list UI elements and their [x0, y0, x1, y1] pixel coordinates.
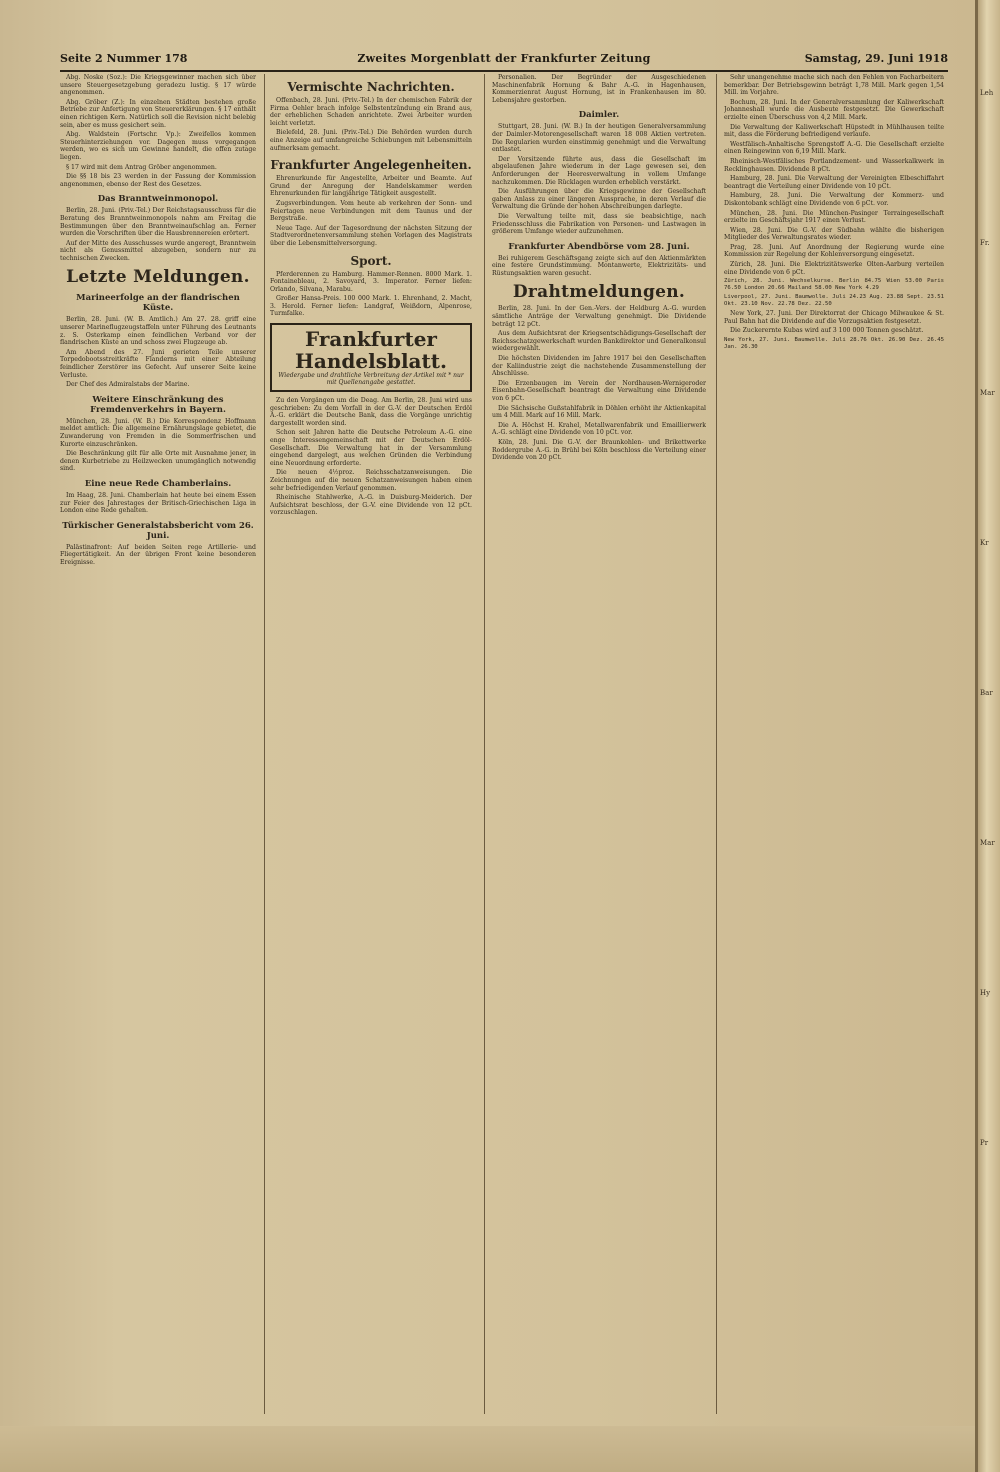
column-divider [484, 74, 485, 1414]
adjacent-page-edge [978, 0, 1000, 1472]
column-1 [60, 74, 256, 1414]
article-paragraph: Zugsverbindungen. Vom heute ab verkehren der Sonn- und Feiertagen neue Verbindungen mit dem Taunus und der Bergstraße. [270, 199, 472, 223]
masthead [60, 50, 948, 68]
article-paragraph: Aus dem Aufsichtsrat der Kriegsentschädigungs-Gesellschaft der Reichsschatzgewerkschaft wurden Bankdirektor und Generalkonsul wiedergewählt. [492, 330, 706, 353]
page-bottom-margin [0, 1426, 978, 1472]
article-paragraph: Zu den Vorgängen um die Deag. Am Berlin, 28. Juni wird uns geschrieben: Zu dem Vorfall in der G.-V. der Deutschen Erdöl A.-G. erklärt die Deutsche Bank, dass die Vorgänge unrichtig dargestellt worden sind. [270, 397, 472, 427]
issue-date: Samstag, 29. Juni 1918 [804, 52, 948, 65]
edge-text-fragment: Mar [980, 839, 995, 847]
article-paragraph: Prag, 28. Juni. Auf Anordnung der Regierung wurde eine Kommission zur Regelung der Kohlenversorgung eingesetzt. [724, 243, 944, 259]
market-quote: Liverpool, 27. Juni. Baumwolle. Juli 24.23 Aug. 23.88 Sept. 23.51 Okt. 23.10 Nov. 22.78 Dez. 22.50 [724, 294, 944, 308]
article-paragraph: Neue Tage. Auf der Tagesordnung der nächsten Sitzung der Stadtverordnetenversammlung stehen Vorlagen des Magistrats über die Lebensmittelversorgung. [270, 224, 472, 247]
article-paragraph: Personalien. Der Begründer der Ausgeschiedenen Maschinenfabrik Hornung & Bahr A.-G. in Hagenhausen, Kommerzienrat August Hornung, ist in Frankenhausen im 80. Lebensjahre gestorben. [492, 74, 706, 104]
headline: Weitere Einschränkung des Fremdenverkehrs in Bayern. [90, 394, 226, 415]
edge-text-fragment: Mar [980, 389, 995, 397]
article-paragraph: Die neuen 4½proz. Reichsschatzanweisungen. Die Zeichnungen auf die neuen Schatzanweisungen haben einen sehr befriedigenden Verlauf genommen. [270, 469, 472, 492]
headline: Frankfurter Angelegenheiten. [270, 158, 472, 173]
edge-text-fragment: Leh [980, 89, 994, 97]
article-paragraph: Die Ausführungen über die Kriegsgewinne der Gesellschaft gaben Anlass zu einer längeren Aussprache, in deren Verlauf die Verwaltung die Gründe der hohen Abschreibungen darlegte. [492, 188, 706, 211]
article-paragraph: Abg. Gröber (Z.): In einzelnen Städten bestehen große Betriebe zur Anfertigung von Steuererklärungen. § 17 enthält einen richtigen Kern. Natürlich soll die Revision nicht belebig sein, aber es muss gesichert sein. [60, 98, 256, 129]
article-paragraph: Großer Hansa-Preis. 100 000 Mark. 1. Ehrenhand, 2. Macht, 3. Herold. Ferner liefen: Landgraf, Weißdorn, Alpenrose, Turmfalke. [270, 295, 472, 318]
article-paragraph: Die Verwaltung der Kaliwerkschaft Hüpstedt in Mühlhausen teilte mit, dass die Förderung befriedigend verlaufe. [724, 123, 944, 139]
article-paragraph: Im Haag, 28. Juni. Chamberlain hat heute bei einem Essen zur Feier des Jahrestages der Britisch-Griechischen Liga in London eine Rede gehalten. [60, 491, 256, 515]
article-paragraph: Abg. Waldstein (Fortschr. Vp.): Zweifellos kommen Steuerhinterziehungen vor. Dagegen muss vorgegangen werden, wo es sich um Gewinne handelt, die offen zutage liegen. [60, 131, 256, 161]
market-quote: New York, 27. Juni. Baumwolle. Juli 28.76 Okt. 26.90 Dez. 26.45 Jan. 26.30 [724, 337, 944, 351]
article-paragraph: Offenbach, 28. Juni. (Priv.-Tel.) In der chemischen Fabrik der Firma Oehler brach infolge Selbstentzündung ein Brand aus, der erheblichen Schaden anrichtete. Zwei Arbeiter wurden leicht verletzt. [270, 97, 472, 127]
headline: Vermischte Nachrichten. [287, 80, 455, 94]
article-paragraph: Bei ruhigerem Geschäftsgang zeigte sich auf den Aktienmärkten eine festere Grundstimmung. Montanwerte, Elektrizitäts- und Rüstungsaktien waren gesucht. [492, 254, 706, 277]
article-paragraph: Palästinafront: Auf beiden Seiten rege Artillerie- und Fliegertätigkeit. An der übrigen Front keine besonderen Ereignisse. [60, 543, 256, 566]
article-paragraph: Am Abend des 27. Juni gerieten Teile unserer Torpedobootsstreitkräfte Flanderns mit einer Abteilung feindlicher Zerstörer ins Gefecht. Auf unserer Seite keine Verluste. [60, 348, 256, 379]
column-4 [724, 74, 944, 1414]
article-paragraph: Stuttgart, 28. Juni. (W. B.) In der heutigen Generalversammlung der Daimler-Motorengesellschaft waren 18 008 Aktien vertreten. Die Regularien wurden einstimmig genehmigt und die Verwaltung entlastet. [492, 123, 706, 154]
article-paragraph: Sehr unangenehme mache sich nach den Fehlen von Facharbeitern bemerkbar. Der Betriebsgewinn beträgt 1,78 Mill. Mark gegen 1,54 Mill. im Vorjahre. [724, 74, 944, 97]
section-box [270, 323, 472, 392]
article-paragraph: Ehrenurkunde für Angestellte, Arbeiter und Beamte. Auf Grund der Anregung der Handelskammer werden Ehrenurkunden für langjährige Tätigkeit ausgestellt. [270, 175, 472, 198]
headline: Daimler. [578, 110, 620, 121]
headline: Letzte Meldungen. [66, 267, 250, 288]
article-paragraph: Bochum, 28. Juni. In der Generalversammlung der Kaliwerkschaft Johanneshall wurde die Ausbeute festgesetzt. Die Gewerkschaft erzielte einen Überschuss von 4,2 Mill. Mark. [724, 98, 944, 121]
article-paragraph: Rheinisch-Westfälisches Portlandzement- und Wasserkalkwerk in Recklinghausen. Dividende 8 pCt. [724, 157, 944, 173]
article-paragraph: Der Chef des Admiralstabs der Marine. [66, 381, 190, 389]
edge-text-fragment: Fr. [980, 239, 990, 247]
article-paragraph: Westfälisch-Anhaltische Sprengstoff A.-G. Die Gesellschaft erzielte einen Reingewinn von 6,19 Mill. Mark. [724, 140, 944, 156]
article-paragraph: Die Beschränkung gilt für alle Orte mit Ausnahme jener, in denen Kurbetriebe zu Heilzwecken unumgänglich notwendig sind. [60, 450, 256, 473]
article-paragraph: Bielefeld, 28. Juni. (Priv.-Tel.) Die Behörden wurden durch eine Anzeige auf umfangreiche Schiebungen mit Lebensmitteln aufmerksam gemacht. [270, 129, 472, 152]
article-paragraph: Berlin, 28. Juni. In der Gen.-Vers. der Heldburg A.-G. wurden sämtliche Anträge der Verwaltung genehmigt. Die Dividende beträgt 12 pCt. [492, 305, 706, 328]
article-paragraph: Zürich, 28. Juni. Die Elektrizitätswerke Olten-Aarburg verteilen eine Dividende von 6 pCt. [724, 261, 944, 276]
market-quote: Zürich, 28. Juni. Wechselkurse. Berlin 84.75 Wien 53.00 Paris 76.50 London 20.66 Mailand 58.00 New York 4.29 [724, 278, 944, 292]
headline: Drahtmeldungen. [512, 282, 686, 303]
section-title: Frankfurter Handelsblatt. [295, 327, 447, 374]
column-2 [270, 74, 472, 1414]
article-paragraph: Wien, 28. Juni. Die G.-V. der Südbahn wählte die bisherigen Mitglieder des Verwaltungsrates wieder. [724, 226, 944, 242]
article-paragraph: Die Sächsische Gußstahlfabrik in Döhlen erhöht ihr Aktienkapital um 4 Mill. Mark auf 16 Mill. Mark. [492, 404, 706, 420]
headline: Marineerfolge an der flandrischen Küste. [76, 293, 240, 314]
article-paragraph: Die A. Höchst H. Krahel, Metallwarenfabrik und Emaillierwerk A.-G. schlägt eine Dividende von 10 pCt. vor. [492, 421, 706, 437]
article-paragraph: Der Vorsitzende führte aus, dass die Gesellschaft im abgelaufenen Jahre wiederum in der Lage gewesen sei, den Anforderungen der Heeresverwaltung in vollem Umfange nachzukommen. Die Rücklagen wurden erheblich verstärkt. [492, 155, 706, 186]
article-paragraph: München, 28. Juni. (W. B.) Die Korrespondenz Hoffmann meldet amtlich: Die allgemeine Ernährungslage gebietet, die Zuwanderung von Fremden in die Sommerfrischen und Kurorte einzuschränken. [60, 417, 256, 448]
edge-text-fragment: Pr [980, 1139, 989, 1147]
article-paragraph: Berlin, 28. Juni. (W. B. Amtlich.) Am 27. 28. griff eine unserer Marineflugzeugstaffeln unter Führung des Leutnants z. S. Osterkamp einen feindlichen Verband vor der flandrischen Küste an und schoss zwei Flugzeuge ab. [60, 316, 256, 347]
headline: Sport. [350, 253, 392, 268]
article-paragraph: Schon seit Jahren hatte die Deutsche Petroleum A.-G. eine enge Interessengemeinschaft mit der Deutschen Erdöl-Gesellschaft. Die Verwaltung hat in der Versammlung eingehend dargelegt, aus welchen Gründen die Verbindung eine Neuordnung erforderte. [270, 429, 472, 467]
page-number: Seite 2 Nummer 178 [60, 52, 188, 65]
article-paragraph: Hamburg, 28. Juni. Die Verwaltung der Kommerz- und Diskontobank schlägt eine Dividende von 6 pCt. vor. [724, 192, 944, 207]
article-paragraph: Berlin, 28. Juni. (Priv.-Tel.) Der Reichstagsausschuss für die Beratung des Branntweinmonopols nahm am Freitag die Bestimmungen über den Branntweinaufschlag an. Ferner wurden die Vorschriften über die Hausbrennereien erörtert. [60, 207, 256, 238]
article-paragraph: Die Zuckerernte Kubas wird auf 3 100 000 Tonnen geschätzt. [730, 327, 924, 335]
headline: Frankfurter Abendbörse vom 28. Juni. [508, 241, 690, 252]
article-paragraph: Abg. Noske (Soz.): Die Kriegsgewinner machen sich über unsere Steuergesetzgebung geradezu lustig. § 17 würde angenommen. [60, 74, 256, 97]
headline: Das Branntweinmonopol. [97, 194, 219, 205]
article-paragraph: Die §§ 18 bis 23 werden in der Fassung der Kommission angenommen, ebenso der Rest des Gesetzes. [60, 173, 256, 188]
headline: Türkischer Generalstabsbericht vom 26. Juni. [62, 520, 254, 541]
masthead-rule [60, 70, 948, 72]
article-paragraph: Die Erzenbaugen im Verein der Nordhausen-Wernigeroder Eisenbahn-Gesellschaft beantragt die Verwaltung eine Dividende von 6 pCt. [492, 379, 706, 402]
edge-text-fragment: Kr [980, 539, 989, 547]
article-paragraph: Die höchsten Dividenden im Jahre 1917 bei den Gesellschaften der Kaliindustrie zeigt die nachstehende Zusammenstellung der Abschlüsse. [492, 355, 706, 378]
headline: Eine neue Rede Chamberlains. [84, 478, 232, 489]
article-paragraph: Die Verwaltung teilte mit, dass sie beabsichtige, nach Friedensschluss die Fabrikation von Personen- und Lastwagen in größerem Umfange wieder aufzunehmen. [492, 212, 706, 236]
column-divider [716, 74, 717, 1414]
column-divider [264, 74, 265, 1414]
article-paragraph: Auf der Mitte des Ausschusses wurde angeregt, Branntwein nicht als Genussmittel abzugeben, sondern nur zu technischen Zwecken. [60, 239, 256, 262]
edge-text-fragment: Hy [980, 989, 991, 997]
article-paragraph: München, 28. Juni. Die München-Pasinger Terraingesellschaft erzielte im Geschäftsjahr 1917 einen Verlust. [724, 209, 944, 225]
article-paragraph: Rheinische Stahlwerke, A.-G. in Duisburg-Meiderich. Der Aufsichtsrat beschloss, der G.-V. eine Dividende von 12 pCt. vorzuschlagen. [270, 494, 472, 517]
newspaper-title: Zweites Morgenblatt der Frankfurter Zeitung [357, 52, 651, 65]
article-paragraph: Pferderennen zu Hamburg. Hammer-Rennen. 8000 Mark. 1. Fontainebleau, 2. Savoyard, 3. Imperator. Ferner liefen: Orlando, Silvana, Marabu. [270, 270, 472, 293]
column-3 [492, 74, 706, 1414]
article-paragraph: § 17 wird mit dem Antrag Gröber angenommen. [66, 163, 217, 171]
article-paragraph: New York, 27. Juni. Der Direktorrat der Chicago Milwaukee & St. Paul Bahn hat die Dividende auf die Vorzugsaktien festgesetzt. [724, 310, 944, 325]
article-paragraph: Hamburg, 28. Juni. Die Verwaltung der Vereinigten Elbeschiffahrt beantragt die Verteilung einer Dividende von 10 pCt. [724, 175, 944, 190]
edge-text-fragment: Bar [980, 689, 993, 697]
section-subtitle: Wiedergabe und drahtliche Verbreitung der Artikel mit * nur mit Quellenangabe gestattet. [278, 372, 464, 387]
article-paragraph: Köln, 28. Juni. Die G.-V. der Braunkohlen- und Brikettwerke Roddergrube A.-G. in Brühl bei Köln beschloss die Verteilung einer Dividende von 20 pCt. [492, 438, 706, 462]
